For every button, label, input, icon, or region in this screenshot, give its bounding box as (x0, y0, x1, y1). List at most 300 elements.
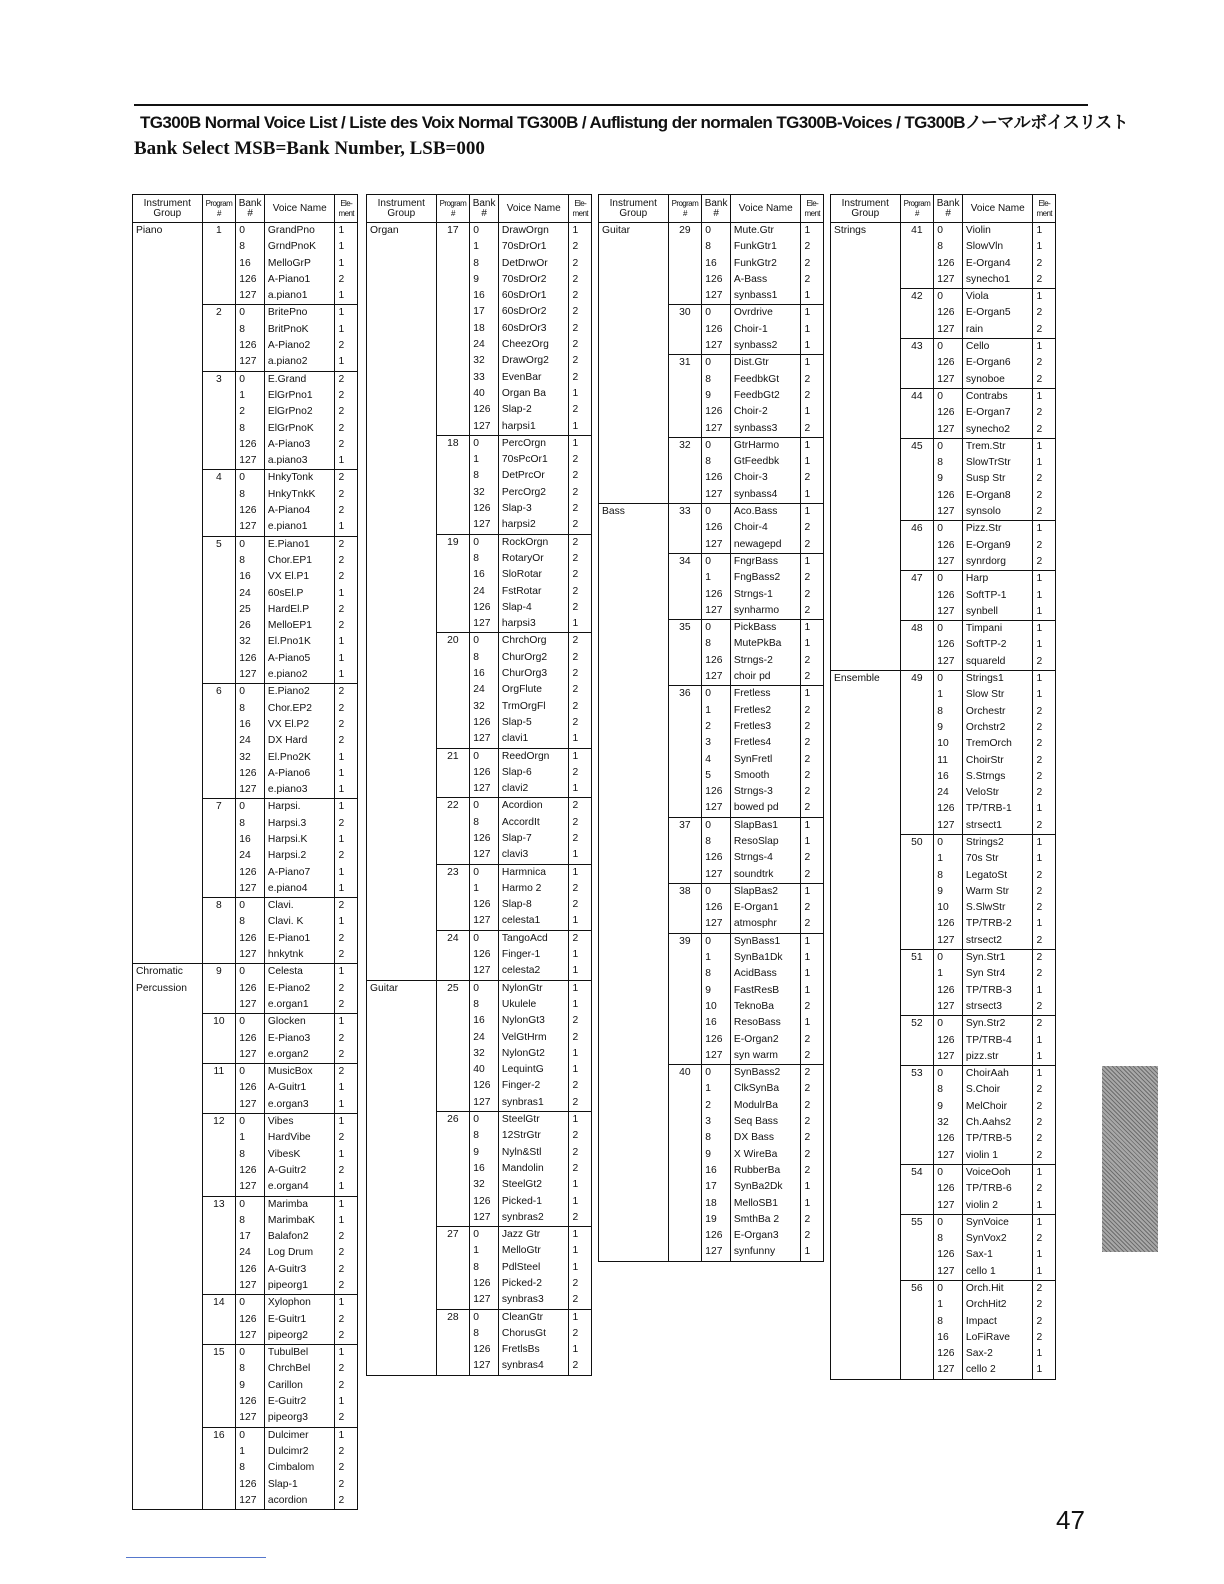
voice-row (133, 1147, 358, 1163)
instrument-group-cell (133, 1460, 203, 1476)
instrument-group-cell (599, 883, 669, 900)
voice-name-cell: MarimbaK (264, 1213, 335, 1229)
element-count-cell: 2 (335, 1410, 358, 1427)
voice-name-cell: Marimba (264, 1196, 335, 1213)
voice-row (831, 621, 1056, 638)
voice-row (133, 256, 358, 272)
element-count-cell: 2 (801, 1081, 824, 1097)
instrument-group-cell (133, 487, 203, 503)
element-count-cell: 2 (335, 931, 358, 947)
bank-number-cell: 32 (236, 750, 265, 766)
voice-row (831, 671, 1056, 688)
element-count-cell: 2 (1033, 950, 1056, 967)
instrument-group-cell (133, 288, 203, 305)
element-count-cell: 1 (1033, 339, 1056, 356)
program-number-cell (436, 1161, 470, 1177)
voice-row (367, 386, 592, 402)
voice-row (367, 650, 592, 666)
program-number-cell (202, 717, 236, 733)
voice-name-cell: Strngs-4 (730, 850, 801, 866)
element-count-cell: 2 (569, 682, 592, 698)
element-count-cell: 1 (569, 1227, 592, 1244)
element-count-cell: 1 (801, 883, 824, 900)
bank-number-cell: 126 (702, 900, 731, 916)
program-number-cell (436, 847, 470, 864)
voice-row (367, 633, 592, 650)
instrument-group-cell (133, 1196, 203, 1213)
instrument-group-cell (367, 699, 437, 715)
voice-name-cell: Harpsi.2 (264, 848, 335, 864)
instrument-group-cell (367, 567, 437, 583)
instrument-group-cell (133, 1444, 203, 1460)
bank-number-cell: 0 (470, 1112, 499, 1129)
program-number-cell (436, 1095, 470, 1112)
element-count-cell: 2 (801, 256, 824, 272)
element-count-cell: 1 (801, 437, 824, 454)
voice-name-cell: a.piano3 (264, 453, 335, 470)
voice-row (831, 637, 1056, 653)
voice-row (831, 405, 1056, 421)
bank-number-cell: 126 (470, 1342, 499, 1358)
voice-row (133, 288, 358, 305)
voice-name-cell: e.piano2 (264, 667, 335, 684)
instrument-group-cell (367, 517, 437, 534)
element-count-cell: 2 (569, 1161, 592, 1177)
voice-row (831, 1016, 1056, 1033)
program-number-cell: 24 (436, 930, 470, 947)
element-count-cell: 2 (335, 701, 358, 717)
instrument-group-cell (599, 1179, 669, 1195)
bank-number-cell: 126 (236, 766, 265, 782)
program-number-cell: 6 (202, 684, 236, 701)
instrument-group-cell (599, 933, 669, 950)
bank-number-cell: 127 (934, 554, 963, 571)
element-count-cell: 1 (569, 386, 592, 402)
element-count-cell: 1 (569, 781, 592, 798)
instrument-group-cell (133, 437, 203, 453)
voice-name-cell: ChrchOrg (498, 633, 569, 650)
voice-row (367, 1227, 592, 1244)
instrument-group-cell (831, 654, 901, 671)
instrument-group-cell (599, 256, 669, 272)
instrument-group-cell (367, 781, 437, 798)
program-number-cell (668, 983, 702, 999)
program-number-cell (668, 800, 702, 817)
instrument-group-cell (599, 487, 669, 504)
bank-number-cell: 16 (702, 1015, 731, 1031)
voice-row (133, 964, 358, 981)
bank-number-cell: 0 (934, 339, 963, 356)
instrument-group-cell (599, 1196, 669, 1212)
instrument-group-cell (133, 305, 203, 322)
instrument-group-cell (831, 388, 901, 405)
program-number-cell: 32 (668, 437, 702, 454)
voice-name-cell: E-Guitr2 (264, 1394, 335, 1410)
element-count-cell: 1 (335, 1295, 358, 1312)
program-number-cell (436, 715, 470, 731)
voice-row (831, 223, 1056, 240)
instrument-group-cell: Ensemble (831, 671, 901, 688)
program-number-cell (900, 1231, 934, 1247)
element-count-cell: 1 (335, 881, 358, 898)
program-number-cell (202, 1229, 236, 1245)
instrument-group-cell (599, 437, 669, 454)
program-number-cell (668, 454, 702, 470)
instrument-group-cell (133, 964, 203, 994)
instrument-group-cell (367, 353, 437, 369)
voice-name-cell: E.Piano2 (264, 684, 335, 701)
voice-row (599, 1065, 824, 1082)
voice-name-cell: PdlSteel (498, 1260, 569, 1276)
element-count-cell: 1 (335, 354, 358, 371)
bank-number-cell: 8 (934, 239, 963, 255)
bank-number-cell: 127 (236, 519, 265, 536)
voice-name-cell: e.piano1 (264, 519, 335, 536)
voice-name-cell: pipeorg2 (264, 1328, 335, 1345)
program-number-cell: 53 (900, 1066, 934, 1083)
col-header-element: Ele-ment (569, 195, 592, 223)
bank-number-cell: 127 (934, 1049, 963, 1066)
voice-row (133, 586, 358, 602)
instrument-group-cell (133, 881, 203, 898)
instrument-group-cell (599, 817, 669, 834)
instrument-group-cell (831, 868, 901, 884)
program-number-cell (202, 618, 236, 634)
voice-name-cell: e.piano4 (264, 881, 335, 898)
voice-name-cell: e.organ2 (264, 1047, 335, 1064)
voice-name-cell: LegatoSt (962, 868, 1033, 884)
bank-number-cell: 0 (702, 305, 731, 322)
instrument-group-cell (133, 371, 203, 388)
bank-number-cell: 17 (236, 1229, 265, 1245)
instrument-group-cell (133, 832, 203, 848)
element-count-cell: 2 (569, 468, 592, 484)
bank-number-cell: 0 (934, 388, 963, 405)
voice-row (599, 1015, 824, 1031)
voice-name-cell: FretlsBs (498, 1342, 569, 1358)
element-count-cell: 1 (801, 1196, 824, 1212)
bank-number-cell: 8 (236, 1361, 265, 1377)
element-count-cell: 2 (335, 717, 358, 733)
bank-number-cell: 9 (702, 983, 731, 999)
voice-row (133, 453, 358, 470)
element-count-cell: 2 (335, 898, 358, 915)
voice-row (831, 1362, 1056, 1379)
element-count-cell: 2 (801, 916, 824, 933)
instrument-group-cell (133, 914, 203, 930)
instrument-group-cell (367, 304, 437, 320)
voice-name-cell: DrawOrg2 (498, 353, 569, 369)
element-count-cell: 2 (569, 699, 592, 715)
bank-number-cell: 127 (702, 487, 731, 504)
instrument-group-cell (831, 1362, 901, 1379)
element-count-cell: 2 (569, 1358, 592, 1375)
program-number-cell (436, 1062, 470, 1078)
bank-number-cell: 126 (470, 715, 499, 731)
instrument-group-cell (599, 867, 669, 884)
instrument-group-cell: Piano (133, 223, 203, 240)
bank-number-cell: 0 (702, 1065, 731, 1082)
voice-name-cell: LequintG (498, 1062, 569, 1078)
program-number-cell (436, 272, 470, 288)
program-number-cell (900, 637, 934, 653)
voice-row (831, 1247, 1056, 1263)
voice-name-cell: SlowTrStr (962, 455, 1033, 471)
instrument-group-cell: Organ (367, 223, 437, 240)
voice-name-cell: Violin (962, 223, 1033, 240)
program-number-cell (202, 354, 236, 371)
voice-name-cell: Harpsi. (264, 799, 335, 816)
voice-row (367, 501, 592, 517)
voice-row (831, 272, 1056, 289)
program-number-cell (668, 1147, 702, 1163)
bank-number-cell: 126 (702, 653, 731, 669)
voice-row (831, 1346, 1056, 1362)
instrument-group-cell (133, 684, 203, 701)
voice-row (367, 551, 592, 567)
instrument-group-cell (133, 388, 203, 404)
program-number-cell (668, 1048, 702, 1065)
voice-row (133, 503, 358, 519)
instrument-group-cell (133, 1410, 203, 1427)
voice-row (367, 1161, 592, 1177)
instrument-group-cell (831, 834, 901, 851)
program-number-cell (900, 1330, 934, 1346)
bank-number-cell: 16 (470, 1013, 499, 1029)
instrument-group-cell (599, 1228, 669, 1244)
voice-name-cell: SoftTP-1 (962, 588, 1033, 604)
element-count-cell: 2 (335, 338, 358, 354)
program-number-cell (900, 488, 934, 504)
element-count-cell: 1 (1033, 588, 1056, 604)
voice-name-cell: HnkyTnkK (264, 487, 335, 503)
element-count-cell: 1 (801, 404, 824, 420)
bank-number-cell: 1 (934, 966, 963, 982)
program-number-cell (436, 517, 470, 534)
voice-row (367, 731, 592, 748)
element-count-cell: 2 (335, 503, 358, 519)
program-number-cell: 46 (900, 521, 934, 538)
voice-name-cell: synecho1 (962, 272, 1033, 289)
instrument-group-cell: Guitar (599, 223, 669, 240)
program-number-cell (202, 388, 236, 404)
bank-number-cell: 3 (702, 1114, 731, 1130)
element-count-cell: 2 (1033, 256, 1056, 272)
voice-name-cell: TrmOrgFl (498, 699, 569, 715)
voice-row (133, 1031, 358, 1047)
program-number-cell (436, 731, 470, 748)
instrument-group-cell (831, 554, 901, 571)
program-number-cell (668, 288, 702, 305)
instrument-group-cell (133, 519, 203, 536)
voice-table-3 (598, 194, 824, 1262)
element-count-cell: 1 (335, 1014, 358, 1031)
element-count-cell: 1 (801, 504, 824, 521)
bank-number-cell: 126 (702, 587, 731, 603)
bank-number-cell: 16 (236, 569, 265, 585)
voice-name-cell: SteelGt2 (498, 1177, 569, 1193)
voice-name-cell: E-Organ6 (962, 355, 1033, 371)
bank-number-cell: 0 (934, 1066, 963, 1083)
voice-name-cell: GtFeedbk (730, 454, 801, 470)
voice-name-cell: FeedbkGt (730, 372, 801, 388)
voice-name-cell: Trem.Str (962, 438, 1033, 455)
element-count-cell: 2 (569, 272, 592, 288)
instrument-group-cell (599, 338, 669, 355)
element-count-cell: 2 (569, 402, 592, 418)
instrument-group-cell (831, 1082, 901, 1098)
voice-name-cell: ChoirAah (962, 1066, 1033, 1083)
voice-name-cell: Choir-3 (730, 470, 801, 486)
element-count-cell: 1 (1033, 1198, 1056, 1215)
program-number-cell (668, 950, 702, 966)
voice-row (367, 1046, 592, 1062)
voice-row (599, 587, 824, 603)
instrument-group-cell (831, 1016, 901, 1033)
voice-name-cell: Strings2 (962, 834, 1033, 851)
voice-row (831, 1231, 1056, 1247)
voice-row (831, 305, 1056, 321)
instrument-group-cell (599, 355, 669, 372)
bank-number-cell: 8 (470, 551, 499, 567)
element-count-cell: 1 (569, 223, 592, 240)
instrument-group-cell (133, 750, 203, 766)
program-number-cell (202, 272, 236, 288)
program-number-cell: 11 (202, 1064, 236, 1081)
element-count-cell: 1 (801, 355, 824, 372)
voice-name-cell: Jazz Gtr (498, 1227, 569, 1244)
program-number-cell: 14 (202, 1295, 236, 1312)
element-count-cell: 1 (335, 634, 358, 650)
bank-number-cell: 127 (934, 1362, 963, 1379)
program-number-cell (202, 1312, 236, 1328)
program-number-cell (668, 570, 702, 586)
voice-name-cell: Slap-4 (498, 600, 569, 616)
bank-number-cell: 126 (702, 322, 731, 338)
bank-number-cell: 126 (236, 931, 265, 947)
voice-row (133, 667, 358, 684)
instrument-group-cell (831, 1247, 901, 1263)
bank-number-cell: 0 (934, 950, 963, 967)
element-count-cell: 2 (801, 537, 824, 554)
program-number-cell: 10 (202, 1014, 236, 1031)
voice-name-cell: A-Piano2 (264, 338, 335, 354)
voice-row (133, 338, 358, 354)
voice-name-cell: TremOrch (962, 736, 1033, 752)
voice-row (599, 1032, 824, 1048)
element-count-cell: 1 (569, 1342, 592, 1358)
bank-number-cell: 8 (934, 704, 963, 720)
voice-name-cell: BritePno (264, 305, 335, 322)
instrument-group-cell (133, 1477, 203, 1493)
voice-row (831, 785, 1056, 801)
program-number-cell: 7 (202, 799, 236, 816)
voice-row (367, 1177, 592, 1193)
instrument-group-cell (831, 1131, 901, 1147)
bank-number-cell: 1 (702, 1081, 731, 1097)
program-number-cell (900, 851, 934, 867)
bank-number-cell: 127 (934, 422, 963, 439)
voice-row (367, 517, 592, 534)
voice-row (831, 1330, 1056, 1346)
program-number-cell (900, 305, 934, 321)
voice-name-cell: Cimbalom (264, 1460, 335, 1476)
element-count-cell: 2 (335, 1477, 358, 1493)
program-number-cell (436, 551, 470, 567)
voice-name-cell: PickBass (730, 620, 801, 637)
instrument-group-cell (367, 913, 437, 930)
program-number-cell (202, 1147, 236, 1163)
instrument-group-cell (367, 881, 437, 897)
voice-row (831, 388, 1056, 405)
voice-row (599, 1098, 824, 1114)
program-number-cell: 36 (668, 686, 702, 703)
program-number-cell (436, 1013, 470, 1029)
voice-name-cell: Glocken (264, 1014, 335, 1031)
program-number-cell (668, 1163, 702, 1179)
program-number-cell (900, 239, 934, 255)
bank-number-cell: 0 (470, 1227, 499, 1244)
bank-number-cell: 11 (934, 753, 963, 769)
instrument-group-cell (367, 930, 437, 947)
element-count-cell: 2 (1033, 704, 1056, 720)
bank-number-cell: 0 (934, 1016, 963, 1033)
voice-name-cell: Orch.Hit (962, 1281, 1033, 1298)
element-count-cell: 2 (335, 1378, 358, 1394)
element-count-cell: 2 (1033, 933, 1056, 950)
program-number-cell (202, 1378, 236, 1394)
voice-name-cell: VelGtHrm (498, 1030, 569, 1046)
program-number-cell (668, 834, 702, 850)
voice-row (133, 1262, 358, 1278)
voice-name-cell: MelloGtr (498, 1243, 569, 1259)
element-count-cell: 1 (801, 983, 824, 999)
bank-number-cell: 10 (934, 900, 963, 916)
element-count-cell: 1 (1033, 671, 1056, 688)
voice-row (133, 1130, 358, 1146)
program-number-cell (202, 1130, 236, 1146)
bank-number-cell: 127 (934, 504, 963, 521)
program-number-cell: 56 (900, 1281, 934, 1298)
voice-row (367, 765, 592, 781)
element-count-cell: 2 (335, 1245, 358, 1261)
bank-number-cell: 127 (702, 338, 731, 355)
voice-name-cell: Impact (962, 1314, 1033, 1330)
voice-name-cell: ResoBass (730, 1015, 801, 1031)
instrument-group-cell (599, 404, 669, 420)
voice-row (133, 618, 358, 634)
voice-row (831, 1181, 1056, 1197)
voice-name-cell: VX El.P2 (264, 717, 335, 733)
bank-number-cell: 4 (702, 752, 731, 768)
bank-number-cell: 127 (236, 1278, 265, 1295)
element-count-cell: 1 (335, 782, 358, 799)
voice-name-cell: A-Piano7 (264, 865, 335, 881)
voice-row (831, 1099, 1056, 1115)
voice-name-cell: ChurOrg3 (498, 666, 569, 682)
instrument-group-cell (831, 588, 901, 604)
voice-name-cell: Picked-1 (498, 1194, 569, 1210)
instrument-group-cell (367, 272, 437, 288)
voice-row (831, 289, 1056, 306)
voice-row (133, 536, 358, 553)
program-number-cell: 37 (668, 817, 702, 834)
instrument-group-cell (133, 848, 203, 864)
program-number-cell: 20 (436, 633, 470, 650)
bank-number-cell: 126 (702, 470, 731, 486)
voice-name-cell: synbass4 (730, 487, 801, 504)
program-number-cell (202, 453, 236, 470)
